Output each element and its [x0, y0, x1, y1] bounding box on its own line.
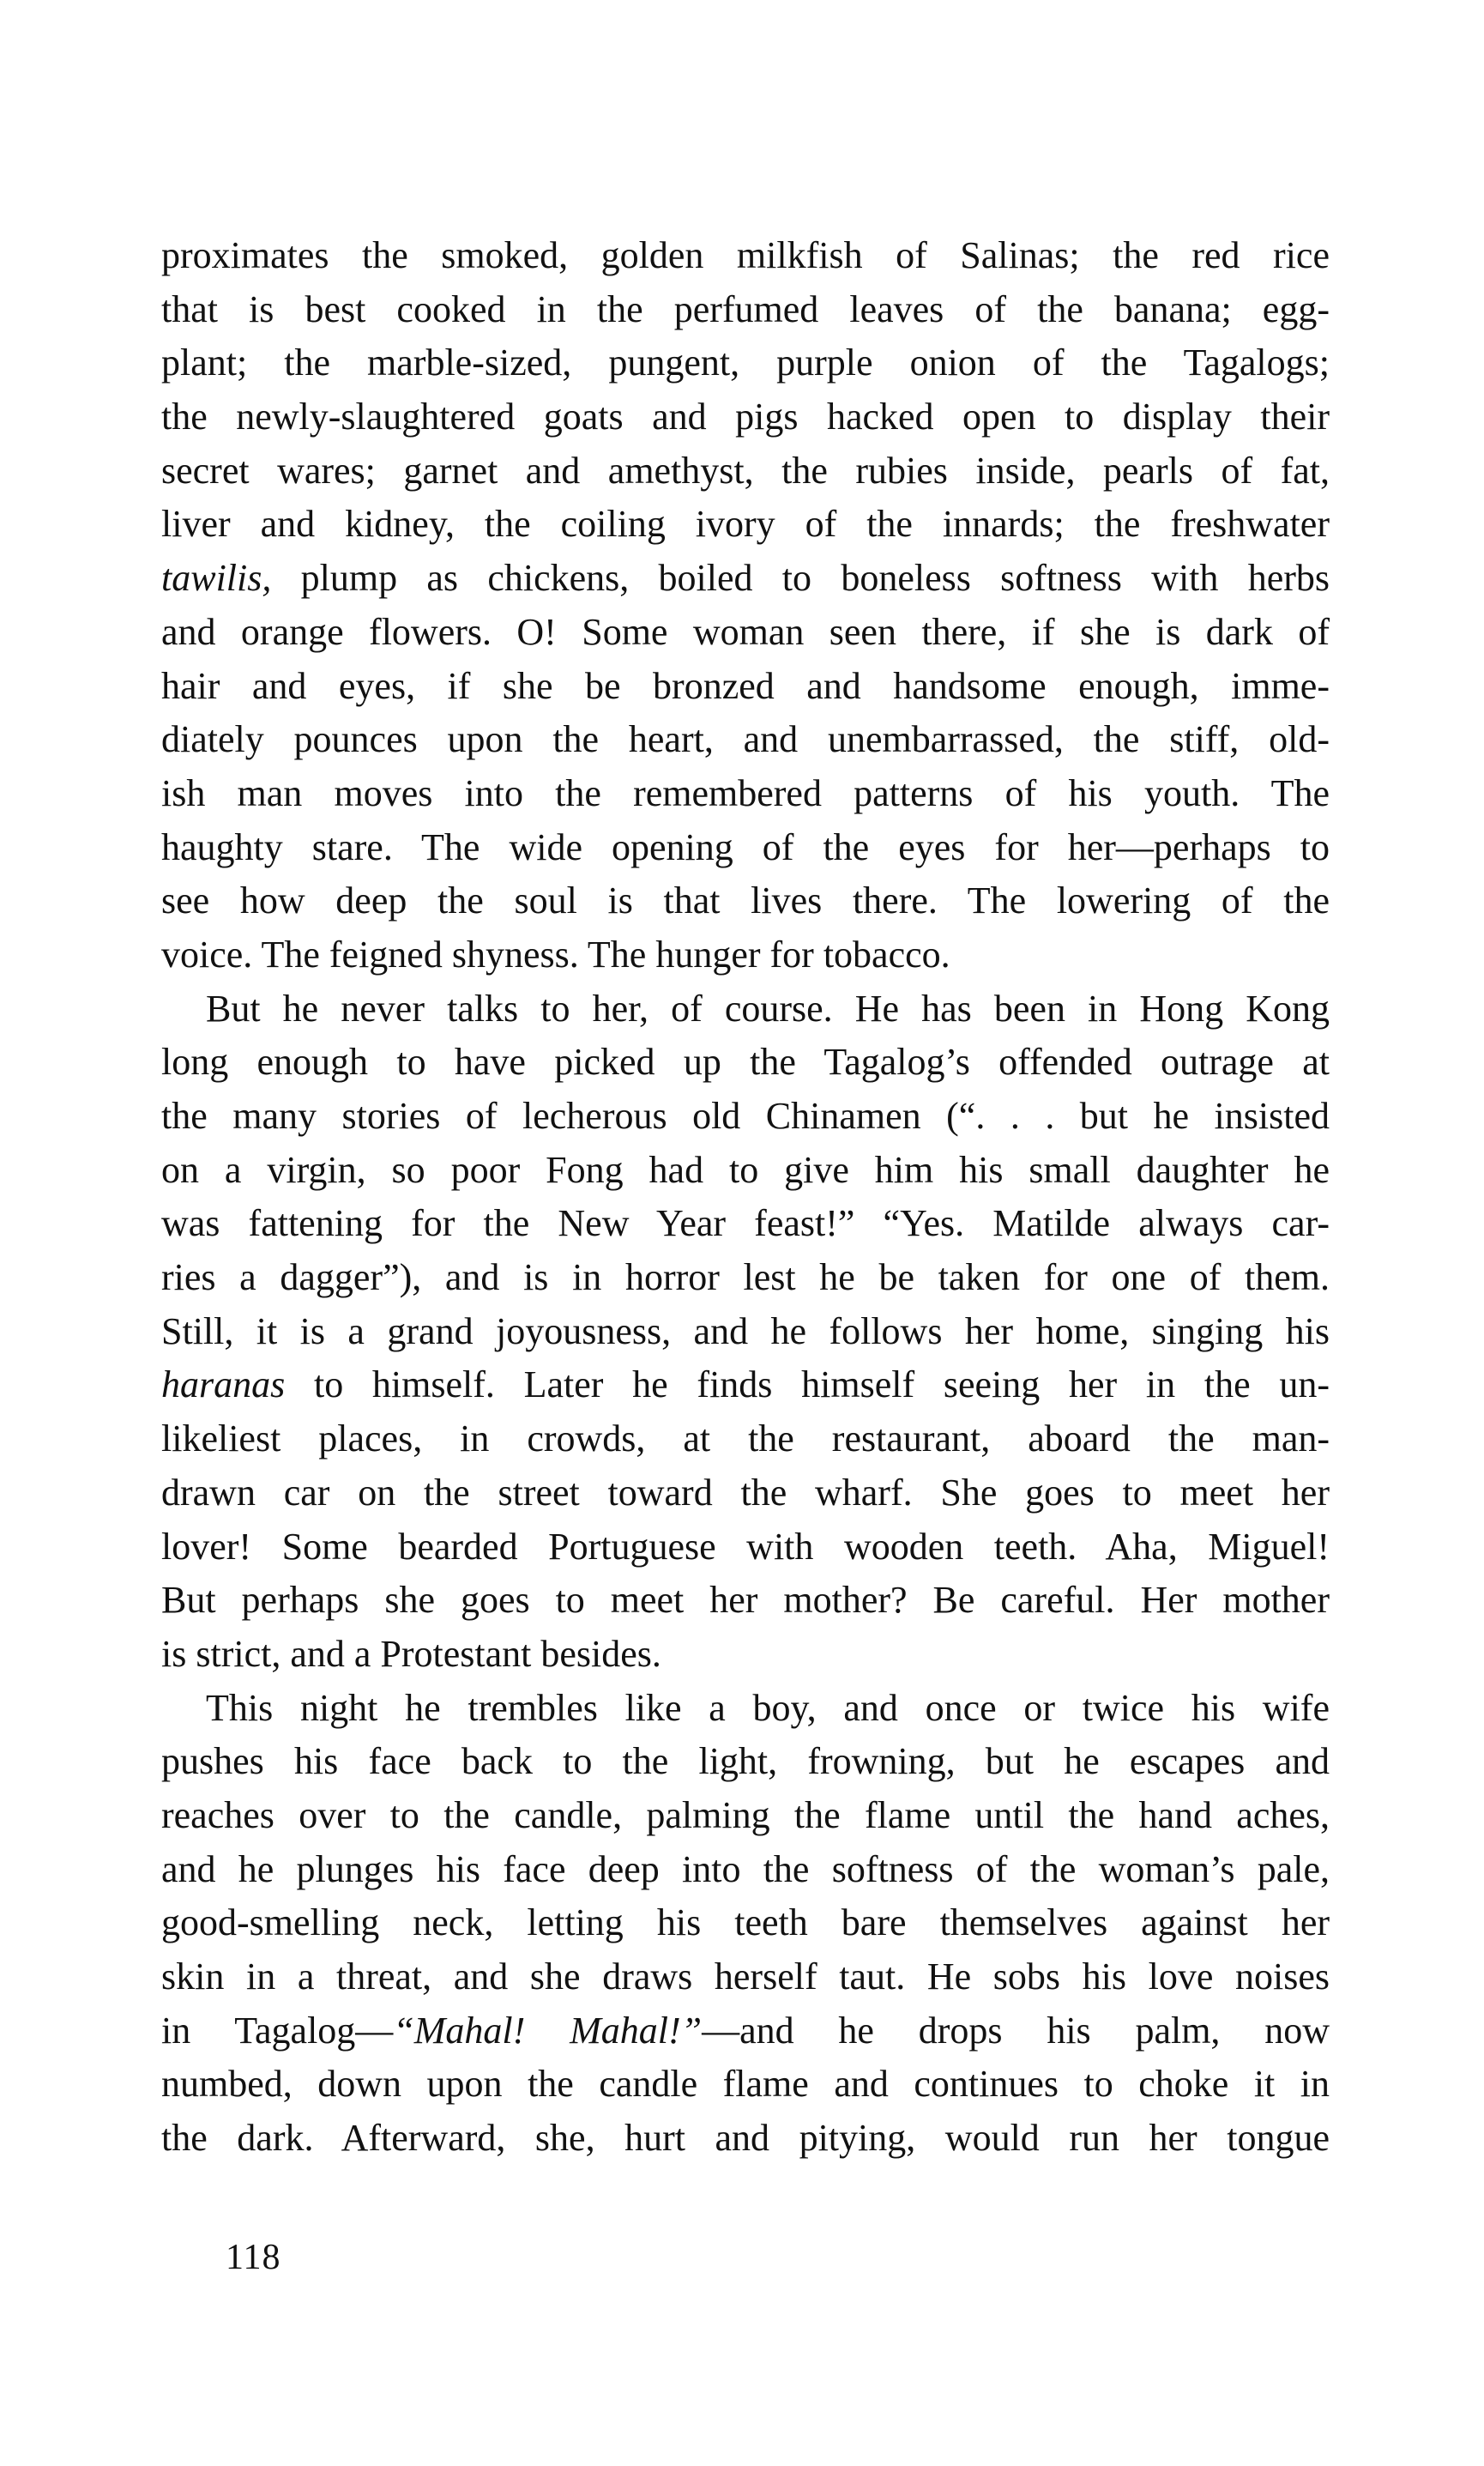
text-line: Still, it is a grand joyousness, and he follows her home, singing his [161, 1309, 1330, 1352]
text-line: likeliest places, in crowds, at the restaurant, aboard the man- [161, 1417, 1330, 1460]
text-line: voice. The feigned shyness. The hunger for tobacco. [161, 933, 950, 976]
paragraph-first-line: This night he trembles like a boy, and once or twice his wife [206, 1686, 1330, 1729]
text-line: secret wares; garnet and amethyst, the rubies inside, pearls of fat, [161, 449, 1330, 492]
text-line: plant; the marble-sized, pungent, purple onion of the Tagalogs; [161, 341, 1330, 384]
text-line: pushes his face back to the light, frowning, but he escapes and [161, 1740, 1330, 1783]
text-line: liver and kidney, the coiling ivory of the innards; the freshwater [161, 503, 1330, 546]
text-line: lover! Some bearded Portuguese with wooden teeth. Aha, Miguel! [161, 1525, 1330, 1568]
text-line: good-smelling neck, letting his teeth bare themselves against her [161, 1901, 1330, 1944]
text-line: and he plunges his face deep into the softness of the woman’s pale, [161, 1847, 1330, 1890]
text-line: tawilis, plump as chickens, boiled to boneless softness with herbs [161, 557, 1330, 600]
text-line: But perhaps she goes to meet her mother? Be careful. Her mother [161, 1579, 1330, 1622]
paragraph-first-line: But he never talks to her, of course. He has been in Hong Kong [206, 987, 1330, 1030]
text-line: proximates the smoked, golden milkfish of Salinas; the red rice [161, 234, 1330, 276]
text-line: the dark. Afterward, she, hurt and pitying, would run her tongue [161, 2117, 1330, 2160]
text-line: that is best cooked in the perfumed leaves of the banana; egg- [161, 287, 1330, 330]
text-line: numbed, down upon the candle flame and continues to choke it in [161, 2063, 1330, 2106]
text-line: ries a dagger”), and is in horror lest he be taken for one of them. [161, 1256, 1330, 1299]
text-line: reaches over to the candle, palming the flame until the hand aches, [161, 1793, 1330, 1836]
text-line: drawn car on the street toward the wharf. She goes to meet her [161, 1471, 1330, 1514]
italic-word: haranas [161, 1363, 286, 1406]
text-line: was fattening for the New Year feast!” “Yes. Matilde always car- [161, 1202, 1330, 1245]
page-number: 118 [226, 2238, 281, 2277]
italic-word: tawilis, [161, 557, 272, 600]
body-text [161, 229, 1330, 2166]
text-line: in Tagalog—“Mahal! Mahal!”—and he drops his palm, now [161, 2009, 1330, 2052]
text-line: skin in a threat, and she draws herself taut. He sobs his love noises [161, 1955, 1330, 1998]
text-line: on a virgin, so poor Fong had to give him his small daughter he [161, 1148, 1330, 1191]
text-line: ish man moves into the remembered patterns of his youth. The [161, 771, 1330, 814]
text-line: and orange flowers. O! Some woman seen there, if she is dark of [161, 610, 1330, 653]
text-line: the many stories of lecherous old Chinamen (“. . . but he insisted [161, 1095, 1330, 1137]
text-line: long enough to have picked up the Tagalog’s offended outrage at [161, 1041, 1330, 1084]
text-line: is strict, and a Protestant besides. [161, 1632, 661, 1675]
text-line: haranas to himself. Later he finds himself seeing her in the un- [161, 1363, 1330, 1406]
text-line: haughty stare. The wide opening of the eyes for her—perhaps to [161, 825, 1330, 868]
text-line: hair and eyes, if she be bronzed and handsome enough, imme- [161, 664, 1330, 707]
text-line: see how deep the soul is that lives there. The lowering of the [161, 879, 1330, 922]
text-line: the newly-slaughtered goats and pigs hacked open to display their [161, 396, 1330, 438]
text-line: diately pounces upon the heart, and unembarrassed, the stiff, old- [161, 718, 1330, 761]
italic-word: “Mahal! Mahal!” [393, 2009, 703, 2052]
